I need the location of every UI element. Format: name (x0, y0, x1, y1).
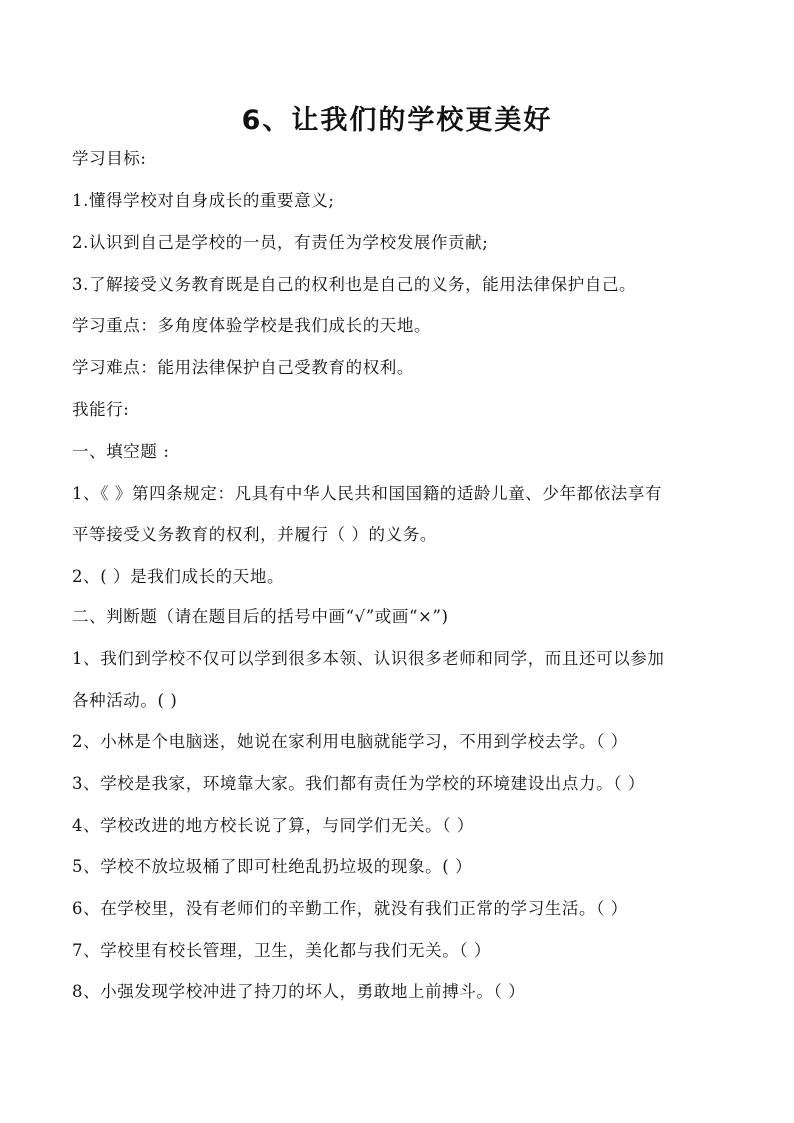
true-false-heading: 二、判断题（请在题目后的括号中画“√”或画“×”) (72, 607, 449, 626)
true-false-q6: 6、在学校里，没有老师们的辛勤工作，就没有我们正常的学习生活。（ ） (72, 899, 628, 918)
key-point: 学习重点：多角度体验学校是我们成长的天地。 (72, 316, 432, 335)
fill-blank-q1-line1: 1、《 》第四条规定：凡具有中华人民共和国国籍的适龄儿童、少年都依法享有 (72, 484, 663, 503)
true-false-q1-line1: 1、我们到学校不仅可以学到很多本领、认识很多老师和同学，而且还可以参加 (72, 649, 665, 668)
true-false-q7: 7、学校里有校长管理，卫生，美化都与我们无关。（ ） (72, 941, 492, 960)
true-false-q5: 5、学校不放垃圾桶了即可杜绝乱扔垃圾的现象。( ） (72, 857, 473, 876)
goal-item-1: 1.懂得学校对自身成长的重要意义; (72, 191, 335, 210)
page-title: 6、让我们的学校更美好 (241, 105, 553, 136)
practice-heading: 我能行: (72, 400, 130, 419)
fill-blank-q1-line2: 平等接受义务教育的权利，并履行（ ）的义务。 (72, 525, 437, 544)
difficult-point: 学习难点：能用法律保护自己受教育的权利。 (72, 358, 414, 377)
true-false-q3: 3、学校是我家，环境靠大家。我们都有责任为学校的环境建设出点力。（ ） (72, 774, 645, 793)
true-false-q2: 2、小林是个电脑迷，她说在家利用电脑就能学习，不用到学校去学。（ ） (72, 732, 628, 751)
goal-item-2: 2.认识到自己是学校的一员，有责任为学校发展作贡献; (72, 233, 489, 252)
fill-blank-heading: 一、填空题 : (72, 442, 170, 461)
true-false-q8: 8、小强发现学校冲进了持刀的坏人，勇敢地上前搏斗。（ ） (72, 982, 526, 1001)
goals-heading: 学习目标: (72, 149, 147, 168)
true-false-q4: 4、学校改进的地方校长说了算，与同学们无关。（ ） (72, 816, 474, 835)
true-false-q1-line2: 各种活动。( ) (72, 691, 178, 710)
fill-blank-q2: 2、( ）是我们成长的天地。 (72, 567, 285, 586)
goal-item-3: 3.了解接受义务教育既是自己的权利也是自己的义务，能用法律保护自己。 (72, 275, 637, 294)
